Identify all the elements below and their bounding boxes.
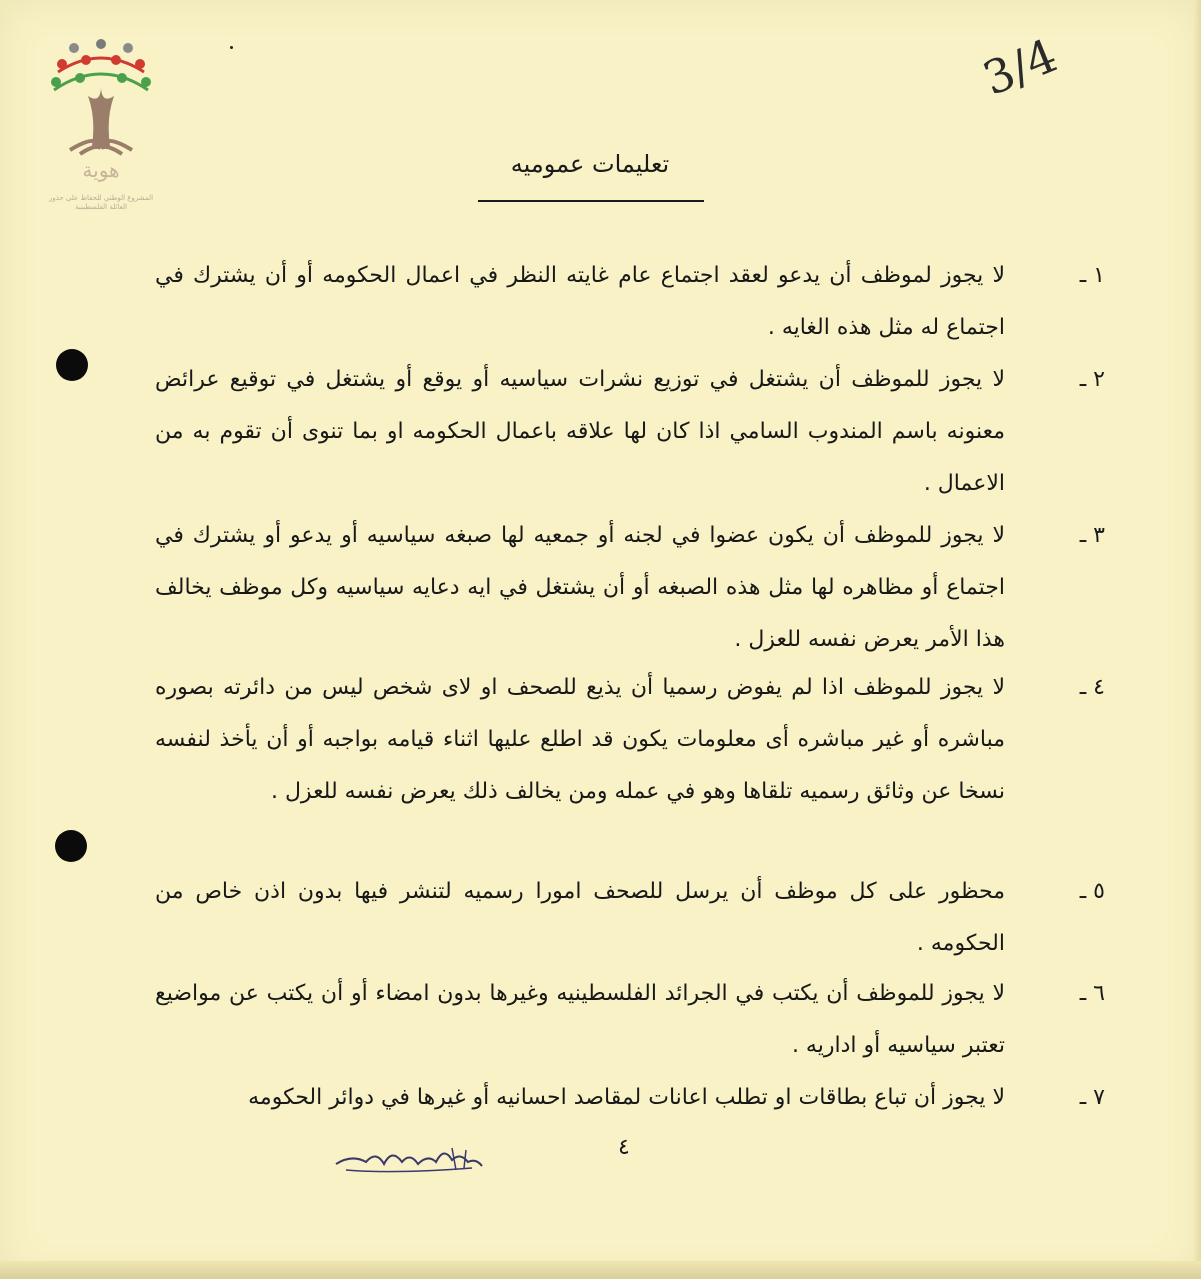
handwritten-signature (332, 1140, 492, 1180)
paper-edge-right (1193, 0, 1201, 1279)
people-figures-icon (51, 39, 151, 90)
document-title: تعليمات عموميه (510, 150, 670, 178)
item-text: لا يجوز أن تباع بطاقات او تطلب اعانات لمقاصد احسانيه أو غيرها في دوائر الحكومه (248, 1085, 1005, 1110)
item-number: ٣ ـ (1079, 523, 1105, 548)
item-number: ٧ ـ (1079, 1085, 1105, 1110)
bottom-page-marker: ٤ (618, 1135, 630, 1160)
instruction-item-6 (105, 968, 1105, 1072)
ink-speck (230, 46, 233, 49)
instruction-item-3 (105, 510, 1105, 666)
logo-name: هوية (82, 158, 120, 182)
item-text: لا يجوز للموظف اذا لم يفوض رسميا أن يذيع للصحف او لاى شخص ليس من دائرته بصوره مباشره أو غير مباشره أى معلومات يكون قد اطلع عليها اثناء قيامه بواجبه أو أن يأخذ لنفسه نسخا عن وثائق رسميه تلقاها وهو في عمله ومن يخالف ذلك يعرض نفسه للعزل . (155, 675, 1005, 804)
title-underline (478, 200, 704, 202)
instruction-item-1 (105, 250, 1105, 354)
hawiyya-logo (40, 38, 162, 228)
item-text: محظور على كل موظف أن يرسل للصحف امورا رسميه لتنشر فيها بدون اذن خاص من الحكومه . (155, 879, 1005, 956)
item-number: ٢ ـ (1079, 367, 1105, 392)
instruction-item-2 (105, 354, 1105, 510)
instruction-item-5 (105, 866, 1105, 970)
logo-caption: المشروع الوطني للحفاظ على جذور العائلة الفلسطينية (48, 194, 154, 211)
page-number: 3/4 (975, 28, 1065, 106)
item-text: لا يجوز لموظف أن يدعو لعقد اجتماع عام غايته النظر في اعمال الحكومه أو أن يشترك في اجتماع له مثل هذه الغايه . (155, 263, 1005, 340)
item-text: لا يجوز للموظف أن يكون عضوا في لجنه أو جمعيه لها صبغه سياسيه أو يدعو أو يشترك في اجتماع أو مظاهره لها مثل هذه الصبغه أو أن يشتغل في ايه دعايه سياسيه وكل موظف يخالف هذا الأمر يعرض نفسه للعزل . (155, 523, 1005, 652)
paper-edge-bottom (0, 1261, 1201, 1279)
instruction-item-4 (105, 662, 1105, 870)
instruction-item-7 (105, 1072, 1105, 1176)
item-number: ١ ـ (1079, 263, 1105, 288)
item-text: لا يجوز للموظف أن يكتب في الجرائد الفلسطينيه وغيرها بدون امضاء أو أن يكتب عن مواضيع تعتبر سياسيه أو اداريه . (155, 981, 1005, 1058)
item-text: لا يجوز للموظف أن يشتغل في توزيع نشرات سياسيه أو يوقع أو يشتغل في توقيع عرائض معنونه باسم المندوب السامي اذا كان لها علاقه باعمال الحكومه او بما تنوى أن تقوم به من الاعمال . (155, 367, 1005, 496)
tree-icon (40, 38, 162, 158)
item-number: ٤ ـ (1079, 675, 1105, 700)
punch-hole-top (56, 349, 88, 381)
item-number: ٦ ـ (1079, 981, 1105, 1006)
item-number: ٥ ـ (1079, 879, 1105, 904)
punch-hole-bottom (55, 830, 87, 862)
